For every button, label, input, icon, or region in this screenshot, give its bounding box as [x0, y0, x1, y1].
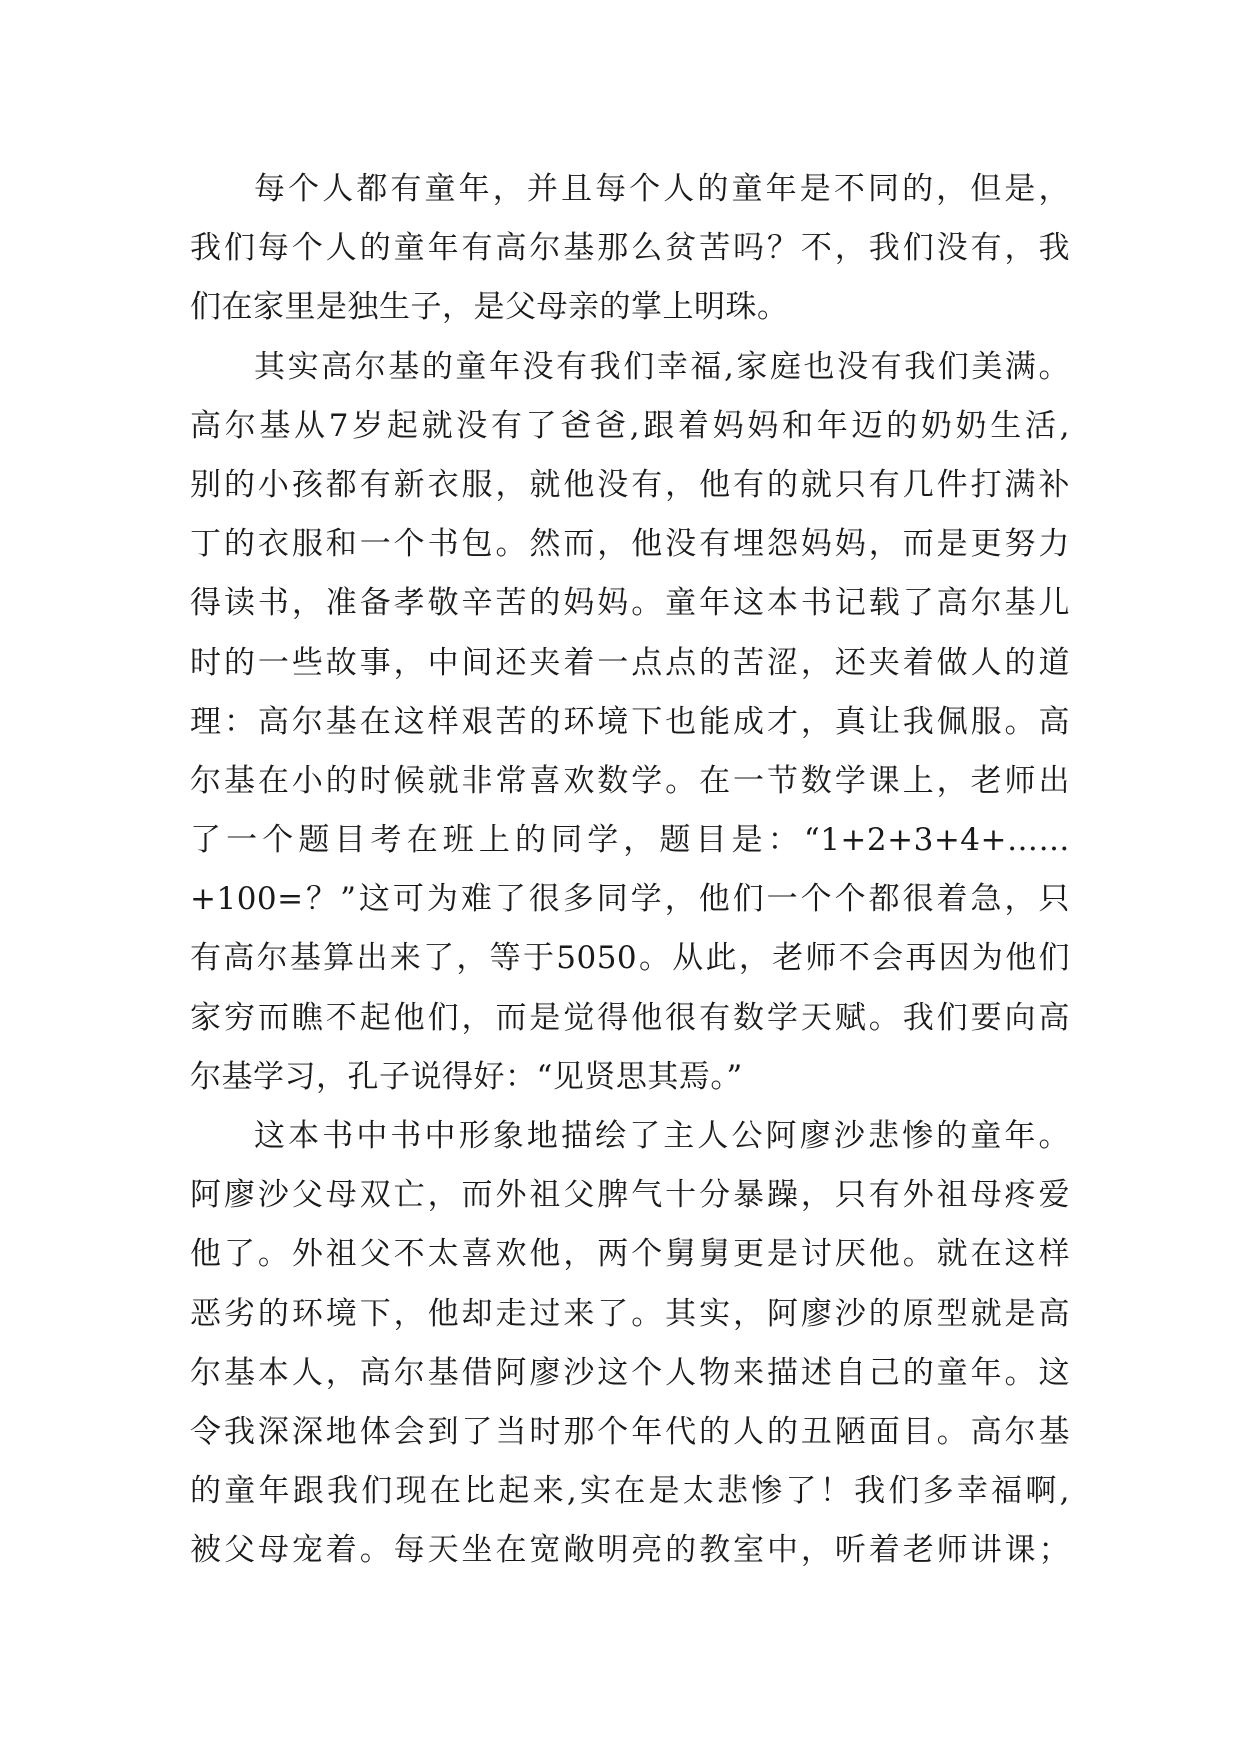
paragraph-3-line-4: 恶劣的环境下，他却走过来了。其实，阿廖沙的原型就是高	[190, 1295, 1070, 1332]
paragraph-2-line-13: 尔基学习，孔子说得好：“见贤思其焉。”	[190, 1058, 743, 1095]
paragraph-2-line-5: 得读书，准备孝敬辛苦的妈妈。童年这本书记载了高尔基儿	[190, 585, 1070, 622]
paragraph-2-line-4: 丁的衣服和一个书包。然而，他没有埋怨妈妈，而是更努力	[190, 526, 1070, 563]
paragraph-2-line-2: 高尔基从7岁起就没有了爸爸,跟着妈妈和年迈的奶奶生活,	[190, 407, 1070, 444]
paragraph-3-line-6: 令我深深地体会到了当时那个年代的人的丑陋面目。高尔基	[190, 1413, 1070, 1450]
paragraph-1-line-1: 每个人都有童年，并且每个人的童年是不同的，但是，	[254, 171, 1070, 207]
paragraph-2-line-7: 理：高尔基在这样艰苦的环境下也能成才，真让我佩服。高	[190, 703, 1070, 740]
paragraph-2-line-11: 有高尔基算出来了，等于5050。从此，老师不会再因为他们	[190, 940, 1070, 977]
paragraph-1-line-2: 我们每个人的童年有高尔基那么贫苦吗？不，我们没有，我	[190, 230, 1070, 267]
paragraph-3-line-3: 他了。外祖父不太喜欢他，两个舅舅更是讨厌他。就在这样	[190, 1236, 1070, 1273]
paragraph-2-line-3: 别的小孩都有新衣服，就他没有，他有的就只有几件打满补	[190, 466, 1070, 503]
paragraph-3-line-2: 阿廖沙父母双亡，而外祖父脾气十分暴躁，只有外祖母疼爱	[190, 1177, 1070, 1214]
document-body	[190, 160, 1070, 1581]
paragraph-2-line-10: +100=？”这可为难了很多同学，他们一个个都很着急，只	[190, 881, 1070, 918]
paragraph-3-line-1: 这本书中书中形象地描绘了主人公阿廖沙悲惨的童年。	[254, 1118, 1070, 1154]
paragraph-2-line-12: 家穷而瞧不起他们，而是觉得他很有数学天赋。我们要向高	[190, 999, 1070, 1036]
paragraph-3-line-7: 的童年跟我们现在比起来,实在是太悲惨了！我们多幸福啊,	[190, 1473, 1070, 1510]
paragraph-3-line-5: 尔基本人，高尔基借阿廖沙这个人物来描述自己的童年。这	[190, 1354, 1070, 1391]
paragraph-1-line-3: 们在家里是独生子，是父母亲的掌上明珠。	[190, 289, 789, 326]
paragraph-3-line-8: 被父母宠着。每天坐在宽敞明亮的教室中，听着老师讲课；	[190, 1532, 1070, 1569]
paragraph-2-line-6: 时的一些故事，中间还夹着一点点的苦涩，还夹着做人的道	[190, 644, 1070, 681]
paragraph-2-line-9: 了一个题目考在班上的同学，题目是：“1+2+3+4+……	[190, 822, 1070, 859]
paragraph-2-line-8: 尔基在小的时候就非常喜欢数学。在一节数学课上，老师出	[190, 762, 1070, 799]
paragraph-2-line-1: 其实高尔基的童年没有我们幸福,家庭也没有我们美满。	[254, 348, 1070, 385]
